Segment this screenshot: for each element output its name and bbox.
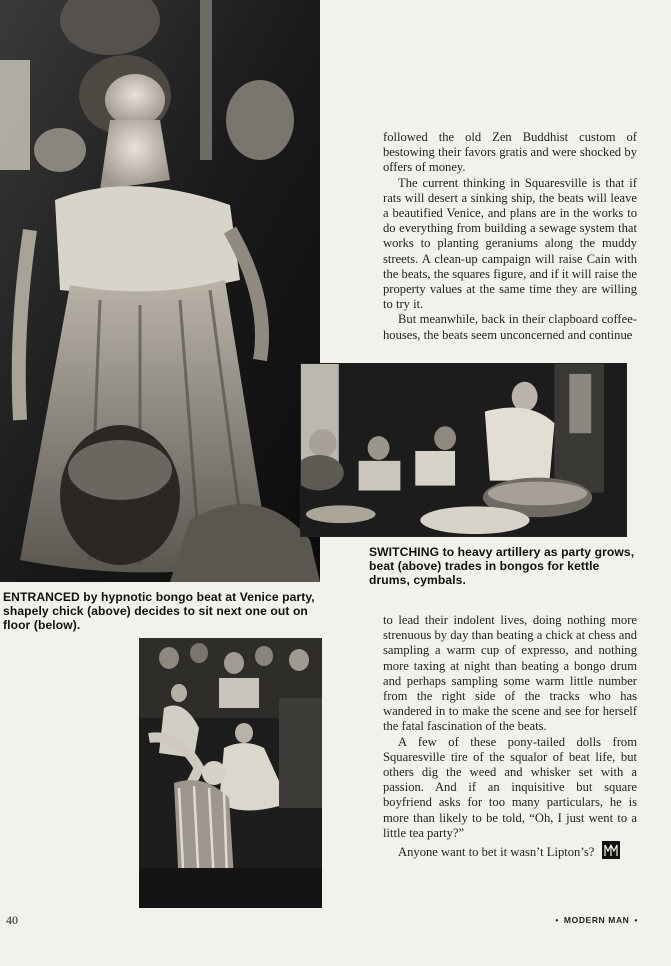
magazine-title: MODERN MAN <box>563 915 630 925</box>
article-paragraph: to lead their indolent lives, doing nothing more strenuous by day than beating a chick at chess and sampling a warm cup of expresso, and nothing more taxing at night than beating a bongo drum and perhaps sampling some warm little number from the right side of the tracks who has wandered in to make the scene and see for herself the fatal fascination of the beats. <box>383 613 637 734</box>
article-paragraph: A few of these pony-tailed dolls from Squaresville tire of the squalor of beat life, but others dig the weed and whisker set with a passion. And if an inquisitive but square boyfriend asks for too many particulars, he is more than likely to be told, “Oh, I just went to a little tea party?” <box>383 734 637 840</box>
caption-dancer <box>3 590 335 632</box>
footer-magazine-name <box>550 915 643 925</box>
page-number: 40 <box>6 913 18 927</box>
photo-kettle-drummer <box>300 363 627 537</box>
mm-logo-icon <box>602 841 620 859</box>
caption-lead: ENTRANCED <box>3 590 80 604</box>
caption-text: to heavy artillery as party grows, beat (above) trades in bongos for kettle drums, cymbals. <box>369 545 635 587</box>
photo-party-floor <box>139 638 322 908</box>
bullet-dot: • <box>555 915 559 925</box>
article-closing-line: Anyone want to bet it wasn’t Lipton’s? <box>398 845 595 860</box>
caption-text: by hypnotic bongo beat at Venice party, shapely chick (above) decides to sit next one out on floor (below). <box>3 590 315 632</box>
photo-dancing-woman <box>0 0 320 582</box>
caption-drummer <box>369 545 637 587</box>
caption-lead: SWITCHING <box>369 545 440 559</box>
article-paragraph: followed the old Zen Buddhist custom of bestowing their favors gratis and were shocked by offers of money. <box>383 130 637 175</box>
bullet-dot: • <box>634 915 638 925</box>
article-column-top <box>383 130 637 343</box>
article-paragraph-last <box>383 841 637 860</box>
article-column-bottom <box>383 613 637 860</box>
article-paragraph: But meanwhile, back in their clapboard coffee-houses, the beats seem unconcerned and continue <box>383 312 637 342</box>
article-paragraph: The current thinking in Squaresville is that if rats will desert a sinking ship, the beats will leave a beautified Venice, and plans are in the works to do everything from building a sewage system that works to planting geraniums along the muddy streets. A clean-up campaign will raise Cain with the beats, the squares figure, and if it will raise the property values at the same time they are willing to try it. <box>383 175 637 312</box>
